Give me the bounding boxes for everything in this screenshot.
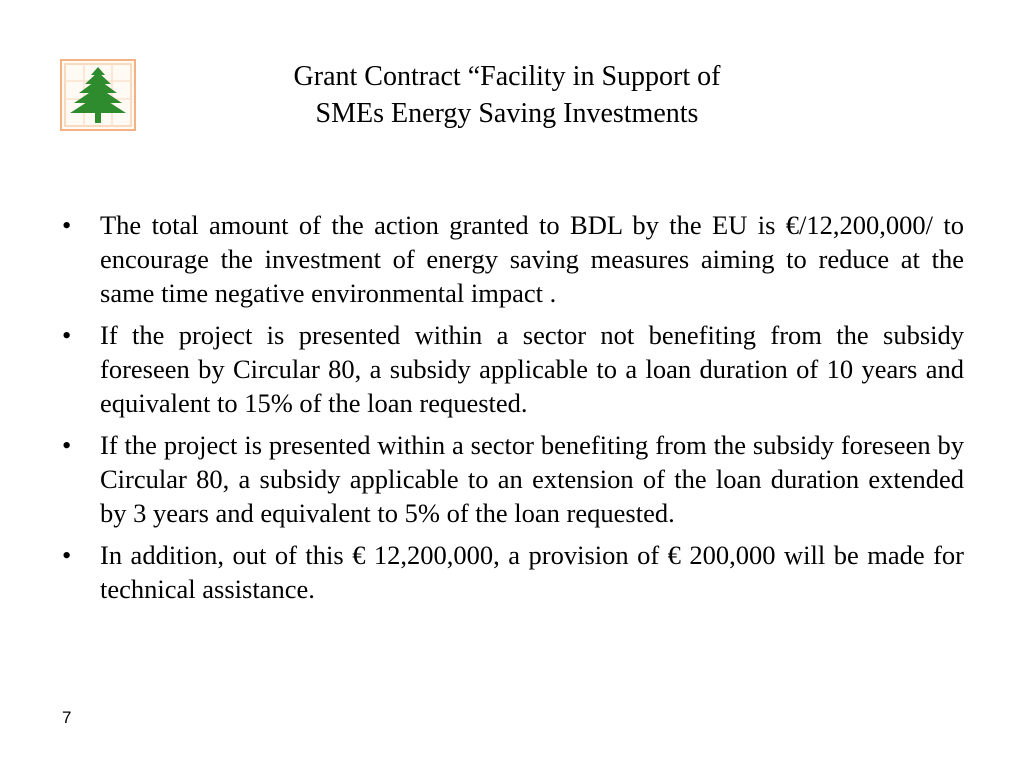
bullet-item: [62, 538, 964, 606]
cedar-logo: [60, 59, 136, 131]
bullet-marker: •: [62, 320, 72, 350]
bullet-text: If the project is presented within a sector not benefiting from the subsidy foreseen by Circular 80, a subsidy applicable to a loan duration of 10 years and equivalent to 15% of the loan requested.: [100, 320, 964, 418]
title-line-1: Grant Contract “Facility in Support of: [293, 61, 721, 92]
bullet-item: [62, 428, 964, 530]
bullet-item: [62, 208, 964, 310]
bullet-item: [62, 318, 964, 420]
cedar-tree-icon: [60, 59, 136, 131]
bullet-text: In addition, out of this € 12,200,000, a provision of € 200,000 will be made for technical assistance.: [100, 540, 964, 604]
bullet-text: The total amount of the action granted to BDL by the EU is €/12,200,000/ to encourage the investment of energy saving measures aiming to reduce at the same time negative environmental impact .: [100, 210, 964, 308]
bullet-list: [62, 208, 964, 614]
bullet-marker: •: [62, 540, 72, 570]
page-number: 7: [62, 708, 72, 727]
bullet-text: If the project is presented within a sector benefiting from the subsidy foreseen by Circular 80, a subsidy applicable to an extension of the loan duration extended by 3 years and equivalent to 5% of the loan requested.: [100, 430, 964, 528]
slide-title: [150, 58, 864, 132]
bullet-marker: •: [62, 210, 72, 240]
title-line-2: SMEs Energy Saving Investments: [315, 98, 699, 129]
bullet-marker: •: [62, 430, 72, 460]
